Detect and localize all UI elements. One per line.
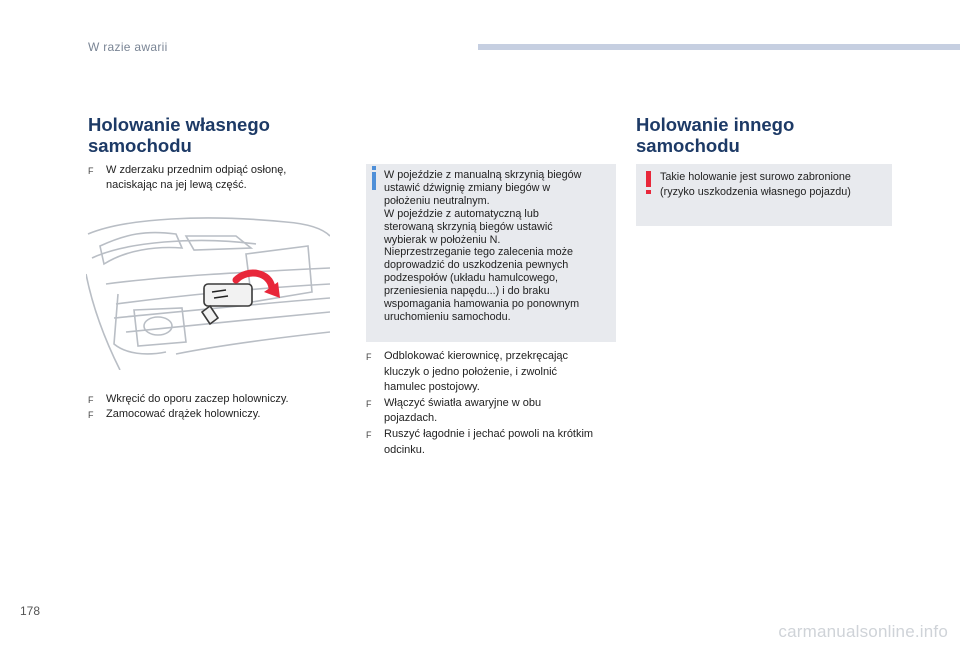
info-icon xyxy=(372,172,376,190)
bullet-icon: F xyxy=(88,410,94,420)
list-item xyxy=(88,407,348,422)
list-item-line: odcinku. xyxy=(384,443,425,456)
info-line: uruchomieniu samochodu. xyxy=(384,310,511,323)
info-line: sterowaną skrzynią biegów ustawić xyxy=(384,220,553,233)
bullet-icon: F xyxy=(88,395,94,405)
info-line: przeniesienia napędu...) i do braku xyxy=(384,285,550,298)
list-item xyxy=(88,163,348,193)
watermark: carmanualsonline.info xyxy=(778,622,948,641)
list-item-line: Odblokować kierownicę, przekręcając xyxy=(384,350,569,362)
warning-icon xyxy=(646,171,651,187)
info-line: wybierak w położeniu N. xyxy=(384,233,501,246)
info-line: doprowadzić do uszkodzenia pewnych xyxy=(384,259,569,272)
info-line: W pojeździe z automatyczną lub xyxy=(384,207,539,220)
list-item-line: naciskając na jej lewą część. xyxy=(106,179,247,191)
section-label: W razie awarii xyxy=(88,40,168,54)
warning-line: Takie holowanie jest surowo zabronione xyxy=(660,171,851,183)
step-list-2 xyxy=(88,392,348,422)
list-item-line: hamulec postojowy. xyxy=(384,381,480,394)
bullet-icon: F xyxy=(366,429,372,440)
list-item xyxy=(366,396,622,427)
info-line: Nieprzestrzeganie tego zalecenia może xyxy=(384,246,574,259)
info-line: ustawić dźwignię zmiany biegów w xyxy=(384,181,551,194)
list-item-line: pojazdach. xyxy=(384,412,438,425)
info-line: wspomagania hamowania po ponownym xyxy=(384,298,580,311)
header-bar xyxy=(478,44,960,50)
list-item-text: Zamocować drążek holowniczy. xyxy=(106,408,261,420)
list-item-text: Wkręcić do oporu zaczep holowniczy. xyxy=(106,393,289,405)
step-list-1 xyxy=(88,163,348,193)
info-text xyxy=(384,169,609,324)
info-line: położeniu neutralnym. xyxy=(384,194,490,207)
list-item xyxy=(366,349,622,396)
page-number: 178 xyxy=(20,604,41,618)
heading-line: Holowanie własnego xyxy=(88,114,270,135)
warning-line: (ryzyko uszkodzenia własnego pojazdu) xyxy=(660,186,851,198)
info-line: podzespołów (układu hamulcowego, xyxy=(384,272,559,285)
list-item-line: kluczyk o jedno położenie, i zwolnić xyxy=(384,365,558,378)
list-item-line: Ruszyć łagodnie i jechać powoli na krótkim xyxy=(384,427,594,440)
list-item xyxy=(366,427,622,458)
heading-line: Holowanie innego xyxy=(636,114,795,135)
heading-other-vehicle-towing xyxy=(636,114,794,156)
list-item-line: W zderzaku przednim odpiąć osłonę, xyxy=(106,164,287,176)
tow-hook-illustration xyxy=(86,214,330,370)
bullet-icon: F xyxy=(88,166,94,176)
list-item xyxy=(88,392,348,407)
bullet-icon: F xyxy=(366,352,372,362)
heading-line: samochodu xyxy=(636,135,740,156)
bullet-icon: F xyxy=(366,398,372,409)
heading-own-vehicle-towing xyxy=(88,114,270,156)
info-line: W pojeździe z manualną skrzynią biegów xyxy=(384,169,582,181)
heading-line: samochodu xyxy=(88,135,192,156)
warning-text xyxy=(660,170,885,200)
list-item-line: Włączyć światła awaryjne w obu xyxy=(384,396,542,409)
step-list-3 xyxy=(366,349,622,458)
